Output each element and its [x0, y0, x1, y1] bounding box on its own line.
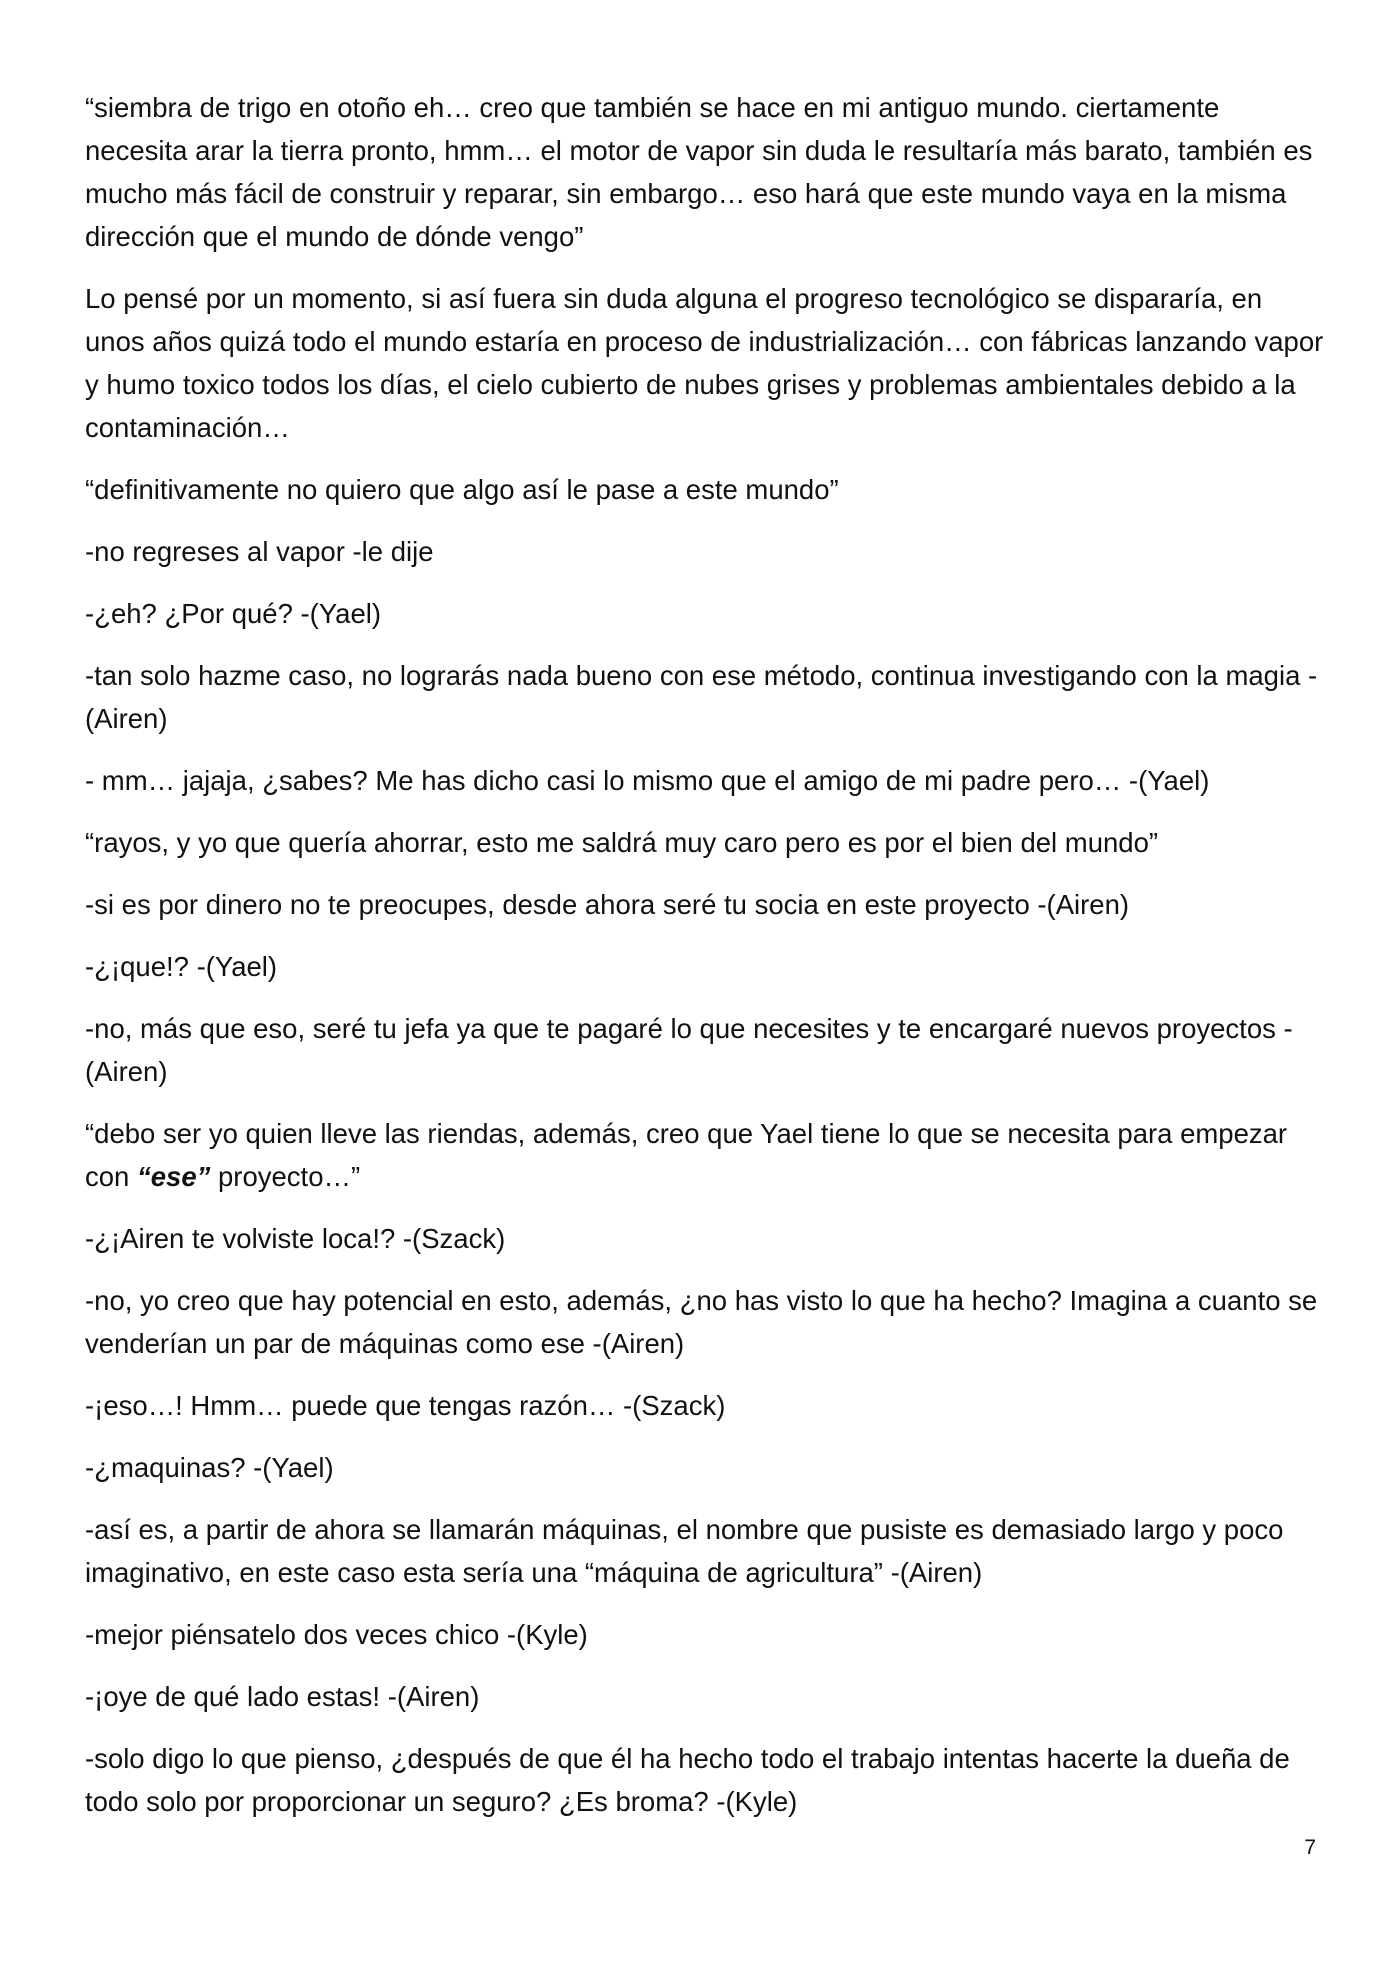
paragraph: -¿eh? ¿Por qué? -(Yael) [85, 598, 382, 629]
paragraph: -solo digo lo que pienso, ¿después de que él ha hecho todo el trabajo intentas hacerte la dueña de todo solo por proporcionar un seguro? ¿Es broma? -(Kyle) [85, 1743, 1290, 1817]
paragraph: -no regreses al vapor -le dije [85, 536, 434, 567]
paragraph: -no, yo creo que hay potencial en esto, además, ¿no has visto lo que ha hecho? Imagina a cuanto se venderían un par de máquinas como ese -(Airen) [85, 1285, 1318, 1359]
paragraph [85, 1112, 1325, 1198]
paragraph: -no, más que eso, seré tu jefa ya que te pagaré lo que necesites y te encargaré nuevos proyectos -(Airen) [85, 1013, 1293, 1087]
paragraph: -mejor piénsatelo dos veces chico -(Kyle) [85, 1619, 588, 1650]
paragraph: - mm… jajaja, ¿sabes? Me has dicho casi lo mismo que el amigo de mi padre pero… -(Yael) [85, 765, 1210, 796]
paragraph: Lo pensé por un momento, si así fuera sin duda alguna el progreso tecnológico se dispararía, en unos años quizá todo el mundo estaría en proceso de industrialización… con fábricas lanzando vapor y humo toxico todos los días, el cielo cubierto de nubes grises y problemas ambientales debido a la contaminación… [85, 283, 1324, 443]
paragraph: -¡eso…! Hmm… puede que tengas razón… -(Szack) [85, 1390, 726, 1421]
paragraph: -tan solo hazme caso, no lograrás nada bueno con ese método, continua investigando con la magia -(Airen) [85, 660, 1318, 734]
paragraph: “rayos, y yo que quería ahorrar, esto me saldrá muy caro pero es por el bien del mundo” [85, 827, 1159, 858]
paragraph: -si es por dinero no te preocupes, desde ahora seré tu socia en este proyecto -(Airen) [85, 889, 1130, 920]
paragraph: “definitivamente no quiero que algo así le pase a este mundo” [85, 474, 839, 505]
paragraph: -así es, a partir de ahora se llamarán máquinas, el nombre que pusiste es demasiado largo y poco imaginativo, en este caso esta sería una “máquina de agricultura” -(Airen) [85, 1514, 1284, 1588]
paragraph: “siembra de trigo en otoño eh… creo que también se hace en mi antiguo mundo. ciertamente necesita arar la tierra pronto, hmm… el motor de vapor sin duda le resultaría más barato, también es mucho más fácil de construir y reparar, sin embargo… eso hará que este mundo vaya en la misma dirección que el mundo de dónde vengo” [85, 92, 1313, 252]
text-body [85, 86, 1325, 1842]
paragraph: -¡oye de qué lado estas! -(Airen) [85, 1681, 480, 1712]
paragraph: -¿maquinas? -(Yael) [85, 1452, 334, 1483]
emphasized-text: “ese” [136, 1161, 211, 1192]
paragraph: -¿¡Airen te volviste loca!? -(Szack) [85, 1223, 506, 1254]
paragraph-text: “debo ser yo quien lleve las riendas, además, creo que Yael tiene lo que se necesita para empezar con [85, 1118, 1288, 1192]
paragraph: -¿¡que!? -(Yael) [85, 951, 278, 982]
paragraph-text: proyecto…” [210, 1161, 361, 1192]
page-number: 7 [1304, 1836, 1316, 1859]
